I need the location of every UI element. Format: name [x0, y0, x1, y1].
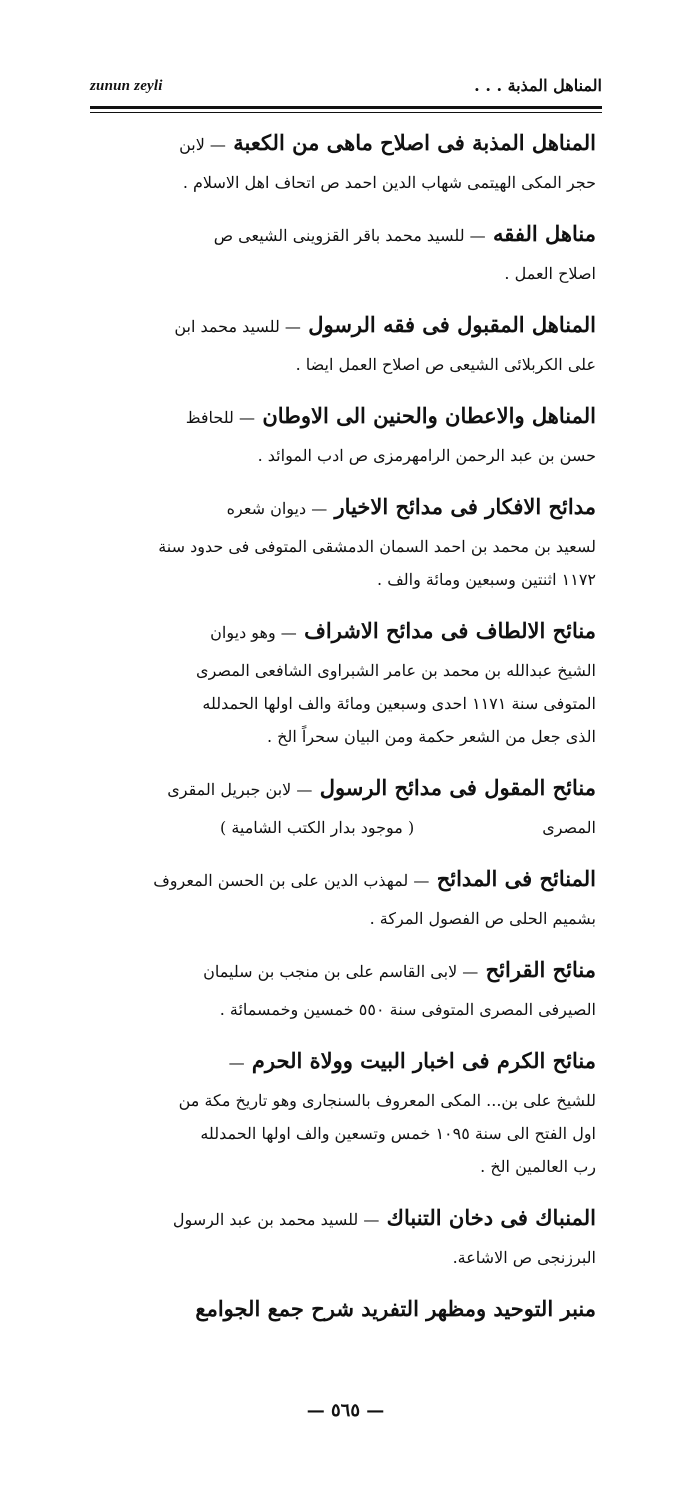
entry-first-line [100, 1288, 596, 1330]
entry-title: مناهل الفقه [492, 221, 596, 246]
entry-rest: — ديوان شعره [226, 499, 328, 518]
entry-first-line [100, 486, 596, 530]
entry-rest: — لابن جبريل المقرى [167, 780, 313, 799]
entry-title: منائح الالطاف فى مدائح الاشراف [304, 618, 596, 643]
entry-rest: — للسيد محمد ابن [174, 317, 301, 336]
entry-title: المناهل والاعطان والحنين الى الاوطان [262, 403, 596, 428]
entry-location-note: ( موجود بدار الكتب الشامية ) [220, 818, 415, 837]
entry-rest: — لابى القاسم على بن منجب بن سليمان [203, 962, 479, 981]
header-left-text: zunun zeyli [90, 78, 163, 94]
entry-line: المتوفى سنة ١١٧١ احدى وسبعين ومائة والف اولها الحمدلله [202, 694, 596, 713]
entry-title: مدائح الافكار فى مدائح الاخيار [334, 494, 596, 519]
entry-rest: — للسيد محمد بن عبد الرسول [172, 1210, 380, 1229]
entry-title: منائح الكرم فى اخبار البيت وولاة الحرم [251, 1048, 596, 1073]
entry-rest: — للسيد محمد باقر القزوينى الشيعى ص [213, 226, 486, 245]
entry [100, 395, 596, 472]
entry-line: لسعيد بن محمد بن احمد السمان الدمشقى المتوفى فى حدود سنة [158, 537, 596, 556]
entry-first-line [100, 949, 596, 993]
entry-first-line [100, 767, 596, 811]
entry-title: منبر التوحيد ومظهر التفريد شرح جمع الجوامع [195, 1296, 596, 1321]
entry-title: المنباك فى دخان التنباك [386, 1205, 596, 1230]
entry-first-line [100, 395, 596, 439]
entry [100, 858, 596, 935]
entry-title: المناهل المقبول فى فقه الرسول [308, 312, 596, 337]
page-number: — ٥٦٥ — [306, 1400, 385, 1421]
entry-line: الصيرفى المصرى المتوفى سنة ٥٥٠ خمسين وخمسمائة . [219, 1000, 596, 1019]
entry [100, 304, 596, 381]
header-rule-thick [90, 106, 602, 109]
entry-line: ١١٧٢ اثنتين وسبعين ومائة والف . [377, 570, 596, 589]
entry-line: البرزنجى ص الاشاعة. [452, 1248, 596, 1267]
entry [100, 213, 596, 290]
entry-line: رب العالمين الخ . [480, 1157, 596, 1176]
entries-column [100, 122, 596, 1344]
entry-split-right: المصرى [542, 818, 596, 837]
entry-title: منائح القرائح [485, 957, 596, 982]
entry-line: الذى جعل من الشعر حكمة ومن البيان سحراً الخ . [266, 727, 596, 746]
entry-title: المنائح فى المدائح [436, 866, 596, 891]
entry-title: المناهل المذبة فى اصلاح ماهى من الكعبة [233, 130, 596, 155]
entry-rest: — وهو ديوان [210, 623, 297, 642]
entry-line: على الكربلائى الشيعى ص اصلاح العمل ايضا . [295, 355, 596, 374]
entry [100, 767, 596, 844]
entry [100, 1040, 596, 1183]
entry-line: الشيخ عبدالله بن محمد بن عامر الشبراوى الشافعى المصرى [196, 661, 596, 680]
entry-line: اصلاح العمل . [504, 264, 596, 283]
entry-split-line [100, 811, 596, 844]
entry [100, 1197, 596, 1274]
entry-first-line [100, 213, 596, 257]
entry-title: منائح المقول فى مدائح الرسول [319, 775, 596, 800]
entry-line: حسن بن عبد الرحمن الرامهرمزى ص ادب الموائد . [257, 446, 596, 465]
entry [100, 949, 596, 1026]
entry [100, 1288, 596, 1330]
entry-line: للشيخ على بن... المكى المعروف بالسنجارى وهو تاريخ مكة من [178, 1091, 596, 1110]
entry-rest: — [228, 1053, 245, 1072]
entry [100, 486, 596, 596]
entry-first-line [100, 1040, 596, 1084]
header-rule-thin [90, 112, 602, 113]
entry [100, 122, 596, 199]
page-header [90, 78, 602, 102]
entry-first-line [100, 610, 596, 654]
entry-line: اول الفتح الى سنة ١٠٩٥ خمس وتسعين والف اولها الحمدلله [200, 1124, 596, 1143]
entry-rest: — لابن [179, 135, 226, 154]
entry-line: حجر المكى الهيتمى شهاب الدين احمد ص اتحاف اهل الاسلام . [182, 173, 596, 192]
header-right-text: المناهل المذبة . . . [474, 76, 602, 95]
entry-first-line [100, 122, 596, 166]
entry-rest: — للحافظ [185, 408, 255, 427]
entry-first-line [100, 858, 596, 902]
entry-first-line [100, 1197, 596, 1241]
entry-rest: — لمهذب الدين على بن الحسن المعروف [153, 871, 430, 890]
entry [100, 610, 596, 753]
entry-line: بشميم الحلى ص الفصول المركة . [369, 909, 596, 928]
entry-first-line [100, 304, 596, 348]
